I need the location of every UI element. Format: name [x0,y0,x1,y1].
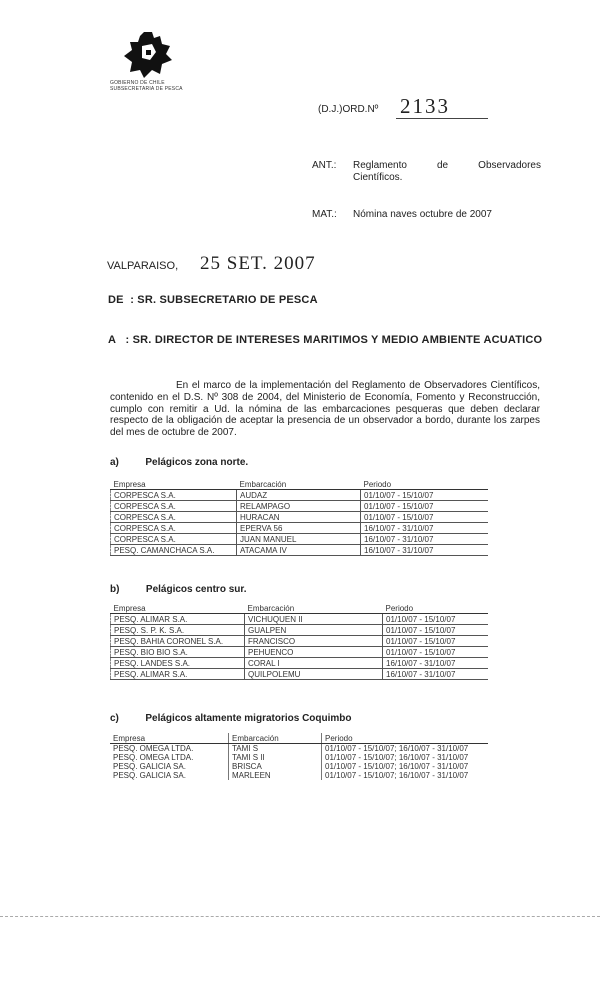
cell-empresa: CORPESCA S.A. [111,512,237,523]
recipient-de: DE : SR. SUBSECRETARIO DE PESCA [108,294,318,306]
cell-embarcacion: TAMI S [229,744,322,754]
table-pelagicos-migratorios [110,733,488,780]
cell-periodo: 01/10/07 - 15/10/07 [383,647,489,658]
section-a-title: Pelágicos zona norte. [145,457,249,468]
col-empresa: Empresa [110,733,229,744]
cell-empresa: PESQ. S. P. K. S.A. [111,625,245,636]
table-row [111,501,489,512]
table-row [111,669,489,680]
cell-embarcacion: MARLEEN [229,771,322,780]
col-embarcacion: Embarcación [245,603,383,614]
mat-text: Nómina naves octubre de 2007 [353,209,492,220]
table-row [110,771,488,780]
cell-embarcacion: ATACAMA IV [237,545,361,556]
table-header-row [111,479,489,490]
section-c-title: Pelágicos altamente migratorios Coquimbo [145,713,352,724]
table-row [111,534,489,545]
section-a-letter: a) [110,457,119,468]
table-pelagicos-centro-sur [110,603,488,680]
cell-periodo: 16/10/07 - 31/10/07 [383,658,489,669]
cell-periodo: 01/10/07 - 15/10/07 [361,501,489,512]
cell-periodo: 16/10/07 - 31/10/07 [361,534,489,545]
letterhead [110,30,190,92]
section-c-letter: c) [110,713,119,724]
cell-embarcacion: PEHUENCO [245,647,383,658]
table-row [110,744,488,754]
city: VALPARAISO, [107,260,179,272]
cell-embarcacion: CORAL I [245,658,383,669]
recipient-a: A : SR. DIRECTOR DE INTERESES MARITIMOS Y MEDIO AMBIENTE ACUATICO [108,334,543,346]
cell-empresa: PESQ. CAMANCHACA S.A. [111,545,237,556]
cell-empresa: CORPESCA S.A. [111,490,237,501]
col-periodo: Periodo [383,603,489,614]
cell-periodo: 16/10/07 - 31/10/07 [361,523,489,534]
table-row [111,636,489,647]
table-row [111,625,489,636]
table-pelagicos-norte [110,479,488,556]
col-embarcacion: Embarcación [229,733,322,744]
cell-empresa: CORPESCA S.A. [111,534,237,545]
cell-periodo: 01/10/07 - 15/10/07; 16/10/07 - 31/10/07 [322,771,489,780]
cell-empresa: PESQ. OMEGA LTDA. [113,744,194,753]
table-header-row [110,733,488,744]
section-b-title: Pelágicos centro sur. [145,584,247,595]
cell-periodo: 16/10/07 - 31/10/07 [383,669,489,680]
table-row [111,490,489,501]
date-stamp: 25 SET. 2007 [200,253,316,274]
ord-number: 2133 [400,94,450,118]
cell-empresa: CORPESCA S.A. [111,523,237,534]
section-b-letter: b) [110,584,120,595]
cell-periodo: 01/10/07 - 15/10/07 [383,614,489,625]
cell-embarcacion: RELAMPAGO [237,501,361,512]
cell-empresa: PESQ. GALICIA SA. [113,771,186,780]
table-row [110,762,488,771]
cell-periodo: 01/10/07 - 15/10/07 [383,636,489,647]
ant-word-2: de [436,160,449,171]
body-text: En el marco de la implementación del Reglamento de Observadores Científicos, contenido en el D.S. Nº 308 de 2004, del Ministerio de Economía, Fomento y Reconstrucción, cumplo con remitir a Ud. la nómina de las embarcaciones pesqueras que deben declarar respecto de la obligación de aceptar la presencia de un observador a bordo, durante los zarpes del mes de octubre de 2007. [110,380,540,439]
cell-empresa: PESQ. BIO BIO S.A. [111,647,245,658]
cell-empresa: PESQ. GALICIA SA. [113,762,186,771]
ant-word-3: Observadores [478,160,541,171]
page-fold-line [0,916,600,917]
cell-periodo: 01/10/07 - 15/10/07 [383,625,489,636]
cell-embarcacion: QUILPOLEMU [245,669,383,680]
cell-embarcacion: JUAN MANUEL [237,534,361,545]
ant-label: ANT.: [312,160,337,171]
col-periodo: Periodo [361,479,489,490]
body-paragraph [110,380,540,439]
ord-label: (D.J.)ORD.Nº [318,104,379,115]
cell-periodo: 01/10/07 - 15/10/07; 16/10/07 - 31/10/07 [322,753,489,762]
cell-embarcacion: VICHUQUEN II [245,614,383,625]
table-row [110,753,488,762]
table-header-row [111,603,489,614]
cell-empresa: PESQ. LANDES S.A. [111,658,245,669]
cell-embarcacion: FRANCISCO [245,636,383,647]
col-periodo: Periodo [322,733,489,744]
table-row [111,614,489,625]
government-seal-icon [122,30,174,80]
table-row [111,658,489,669]
section-c-heading [110,708,352,726]
cell-embarcacion: TAMI S II [229,753,322,762]
col-empresa: Empresa [111,479,237,490]
cell-empresa: PESQ. OMEGA LTDA. [113,753,194,762]
ord-underline [396,118,488,119]
ant-word-1: Reglamento [353,160,407,171]
cell-periodo: 16/10/07 - 31/10/07 [361,545,489,556]
cell-periodo: 01/10/07 - 15/10/07 [361,512,489,523]
cell-empresa: PESQ. ALIMAR S.A. [111,669,245,680]
letterhead-line1: GOBIERNO DE CHILE [110,80,165,86]
cell-empresa: CORPESCA S.A. [111,501,237,512]
cell-embarcacion: GUALPEN [245,625,383,636]
cell-embarcacion: BRISCA [229,762,322,771]
mat-label: MAT.: [312,209,337,220]
table-row [111,512,489,523]
col-empresa: Empresa [111,603,245,614]
table-row [111,523,489,534]
table-row [111,647,489,658]
letterhead-line2: SUBSECRETARIA DE PESCA [110,86,183,92]
table-row [111,545,489,556]
cell-embarcacion: HURACAN [237,512,361,523]
cell-periodo: 01/10/07 - 15/10/07; 16/10/07 - 31/10/07 [322,762,489,771]
cell-empresa: PESQ. BAHIA CORONEL S.A. [111,636,245,647]
section-a-heading [110,452,248,470]
cell-empresa: PESQ. ALIMAR S.A. [111,614,245,625]
cell-periodo: 01/10/07 - 15/10/07 [361,490,489,501]
cell-periodo: 01/10/07 - 15/10/07; 16/10/07 - 31/10/07 [322,744,489,754]
col-embarcacion: Embarcación [237,479,361,490]
cell-embarcacion: AUDAZ [237,490,361,501]
ant-text [353,160,541,184]
cell-embarcacion: EPERVA 56 [237,523,361,534]
ant-line2: Científicos. [353,172,403,183]
section-b-heading [110,579,247,597]
